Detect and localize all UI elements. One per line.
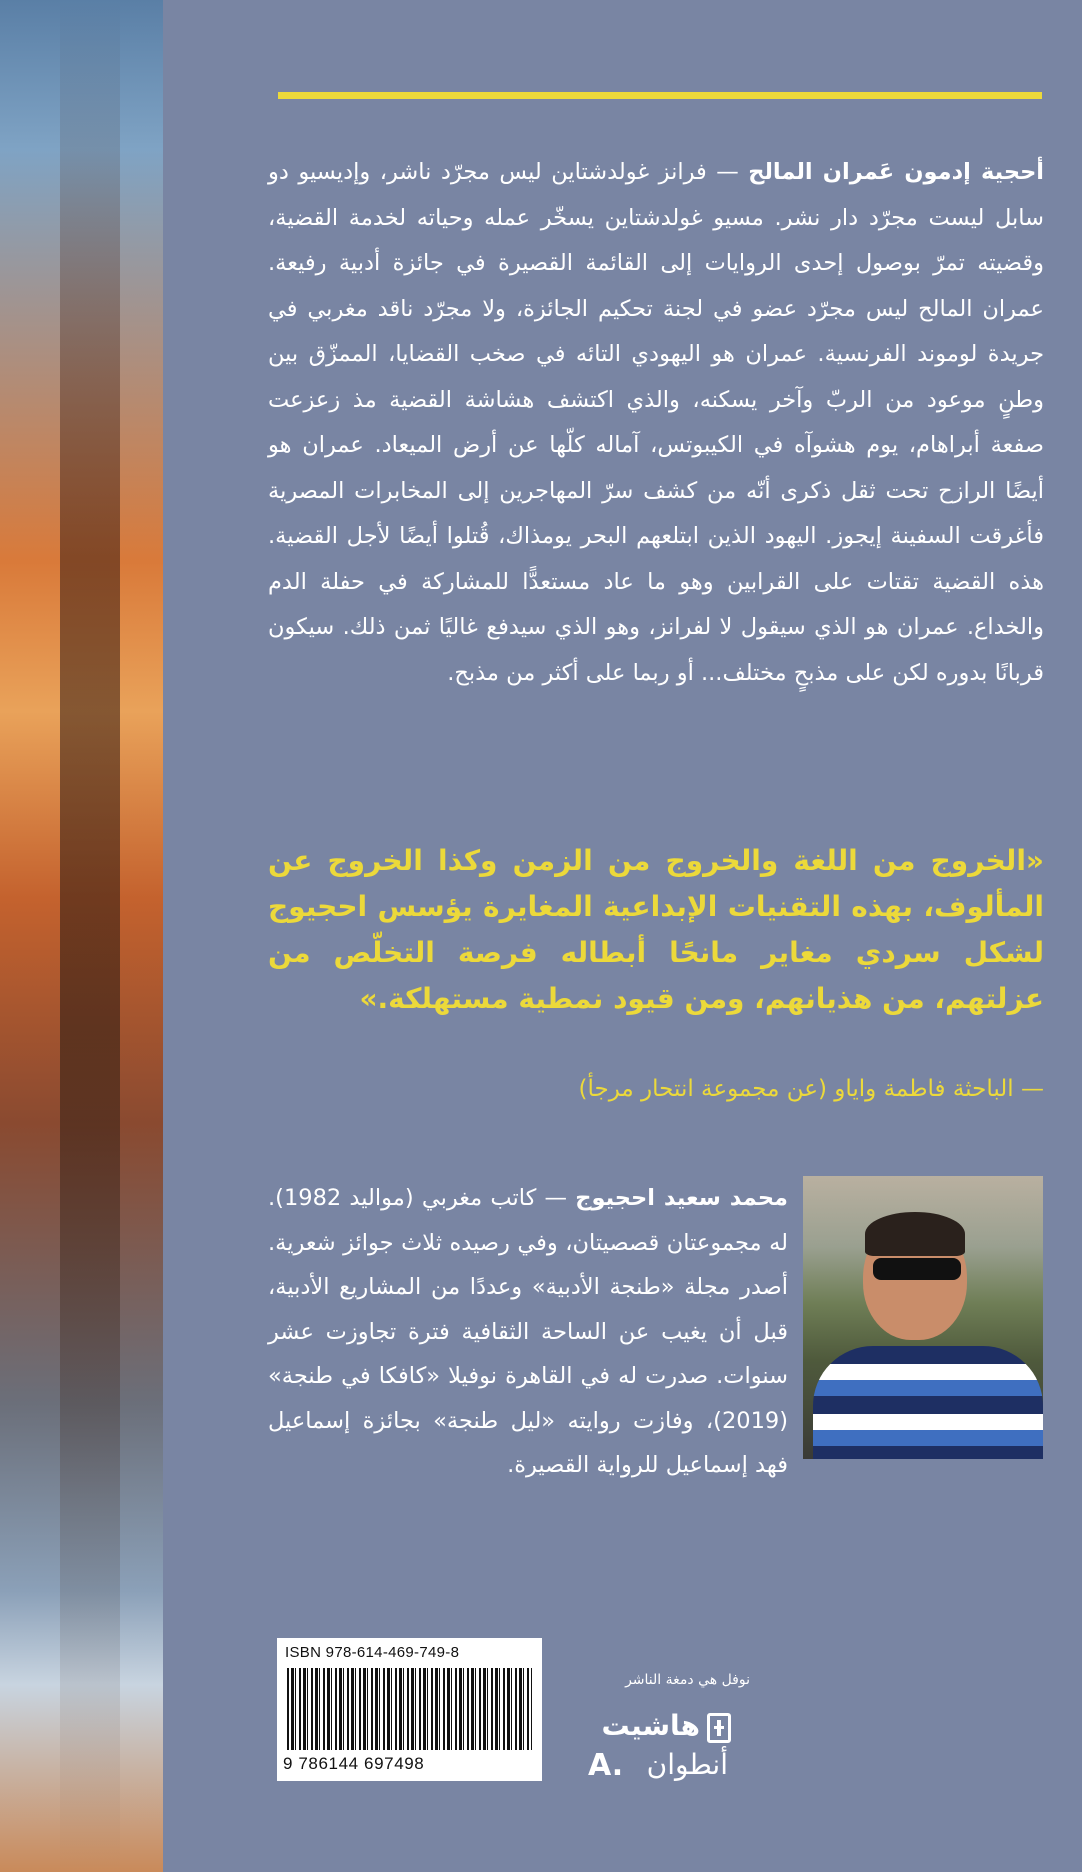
hachette-logo-icon [707, 1713, 731, 1743]
author-bio-body: كاتب مغربي (مواليد 1982). له مجموعتان قصصيتان، وفي رصيده ثلاث جوائز شعرية. أصدر مجلة «طنجة الأدبية» وعددًا من المشاريع الأدبية، قبل أن يغيب عن الساحة الثقافية فترة تجاوزت عشر سنوات. صدرت له في القاهرة نوفيلا «كافكا في طنجة» (2019)، وفازت روايته «ليل طنجة» بجائزة إسماعيل فهد إسماعيل للرواية القصيرة. [268, 1185, 788, 1478]
photo-shirt [813, 1346, 1043, 1459]
isbn-label: ISBN 978-614-469-749-8 [285, 1644, 460, 1661]
author-dash: — [536, 1185, 576, 1211]
photo-hair [865, 1212, 965, 1256]
barcode-bars [287, 1668, 532, 1750]
isbn-number: 9 786144 697498 [283, 1754, 425, 1773]
publisher-name-hachette: هاشيت [601, 1709, 700, 1742]
author-photo [803, 1176, 1043, 1459]
synopsis-body: فرانز غولدشتاين ليس مجرّد ناشر، وإديسيو دو سابل ليست مجرّد دار نشر. مسيو غولدشتاين يسخّر عمله وحياته لخدمة القضية، وقضيته تمرّ بوصول إحدى الروايات إلى القائمة القصيرة في جائزة أدبية رفيعة. عمران المالح ليس مجرّد عضو في لجنة تحكيم الجائزة، ولا مجرّد ناقد مغربي في جريدة لوموند الفرنسية. عمران هو اليهودي التائه في صخب القضايا، الممزّق بين وطنٍ موعود من الربّ وآخر يسكنه، والذي اكتشف هشاشة القضية مذ زعزعت صفعة أبراهام، يوم هشوآه في الكيبوتس، آماله كلّها عن أرض الميعاد. عمران هو أيضًا الرازح تحت ثقل ذكرى أنّه من كشف سرّ المهاجرين إلى المخابرات المصرية فأغرقت السفينة إيجوز. اليهود الذين ابتلعهم البحر يومذاك، قُتلوا أيضًا لأجل القضية. هذه القضية تقتات على القرابين وهو ما عاد مستعدًّا للمشاركة في حفلة الدم والخداع. عمران هو الذي سيقول لا لفرانز، وهو الذي سيدفع غاليًا ثمن ذلك. سيكون قربانًا بدوره لكن على مذبحٍ مختلف... أو ربما على أكثر من مذبح. [268, 159, 1044, 686]
photo-sunglasses [873, 1258, 961, 1280]
synopsis-text [268, 150, 1044, 696]
synopsis-title: أحجية إدمون عَمران المالح [748, 159, 1044, 185]
review-quote-source: — الباحثة فاطمة واياو (عن مجموعة انتحار مرجأ) [578, 1076, 1044, 1102]
synopsis-dash: — [706, 159, 749, 185]
author-name: محمد سعيد احجيوج [575, 1185, 788, 1211]
cover-spine-photo [0, 0, 163, 1872]
publisher-imprint-note: نوفل هي دمغة الناشر [625, 1672, 750, 1688]
yellow-rule [278, 92, 1042, 99]
isbn-barcode [277, 1638, 542, 1781]
publisher-name-antoine: أنطوان [646, 1748, 728, 1781]
author-bio [268, 1176, 788, 1488]
review-quote: «الخروج من اللغة والخروج من الزمن وكذا الخروج عن المألوف، بهذه التقنيات الإبداعية المغايرة يؤسس احجيوج لشكل سردي مغاير مانحًا أبطاله فرصة التخلّص من عزلتهم، من هذيانهم، ومن قيود نمطية مستهلكة.» [268, 844, 1044, 1015]
publisher-logo-letter: A. [588, 1748, 624, 1783]
